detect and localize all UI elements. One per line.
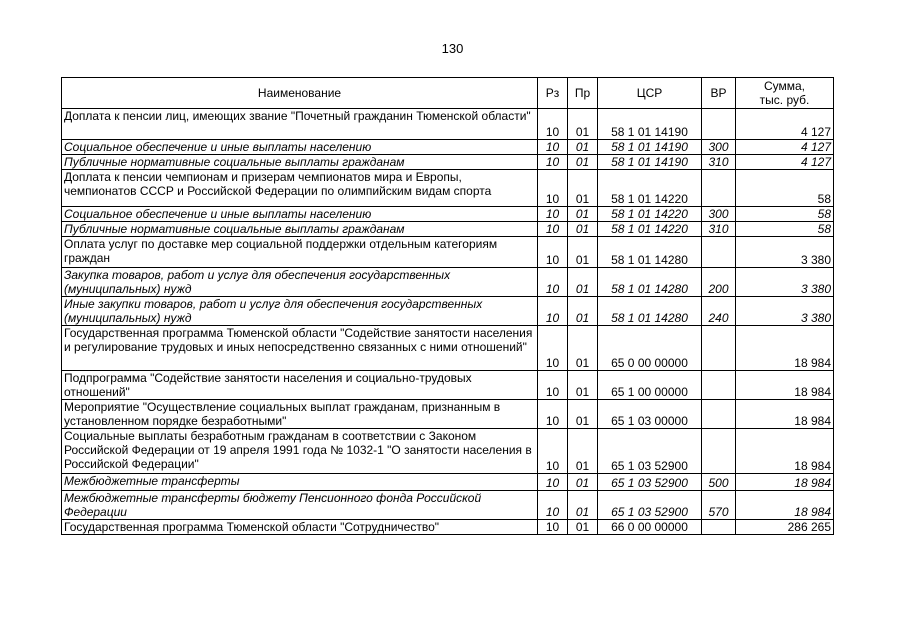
row-csr: 58 1 01 14280 — [598, 268, 702, 297]
row-pr: 01 — [568, 400, 598, 429]
row-sum: 58 — [736, 222, 834, 237]
row-name: Межбюджетные трансферты бюджету Пенсионного фонда Российской Федерации — [62, 491, 538, 520]
row-sum: 4 127 — [736, 109, 834, 140]
row-name: Государственная программа Тюменской области "Сотрудничество" — [62, 520, 538, 535]
row-sum: 18 984 — [736, 429, 834, 474]
row-pr: 01 — [568, 140, 598, 155]
row-pr: 01 — [568, 268, 598, 297]
row-name: Социальные выплаты безработным гражданам в соответствии с Законом Российской Федерации от 19 апреля 1991 года № 1032-1 "О занятости населения в Российской Федерации" — [62, 429, 538, 474]
row-csr: 58 1 01 14220 — [598, 207, 702, 222]
budget-table — [61, 77, 834, 535]
row-sum: 18 984 — [736, 474, 834, 491]
row-csr: 58 1 01 14190 — [598, 109, 702, 140]
row-csr: 58 1 01 14220 — [598, 222, 702, 237]
row-vr — [702, 371, 736, 400]
row-sum: 3 380 — [736, 268, 834, 297]
row-csr: 65 1 00 00000 — [598, 371, 702, 400]
row-vr — [702, 429, 736, 474]
row-sum: 286 265 — [736, 520, 834, 535]
row-name: Межбюджетные трансферты — [62, 474, 538, 491]
row-sum: 18 984 — [736, 326, 834, 371]
row-vr: 300 — [702, 140, 736, 155]
row-rz: 10 — [538, 222, 568, 237]
row-pr: 01 — [568, 520, 598, 535]
row-csr: 65 1 03 00000 — [598, 400, 702, 429]
row-csr: 58 1 01 14190 — [598, 155, 702, 170]
table-row — [62, 491, 834, 520]
row-pr: 01 — [568, 429, 598, 474]
row-rz: 10 — [538, 140, 568, 155]
header-name: Наименование — [62, 78, 538, 109]
row-name: Оплата услуг по доставке мер социальной поддержки отдельным категориям граждан — [62, 237, 538, 268]
page-number: 130 — [441, 41, 464, 56]
row-pr: 01 — [568, 491, 598, 520]
row-pr: 01 — [568, 207, 598, 222]
table-row — [62, 155, 834, 170]
row-csr: 65 0 00 00000 — [598, 326, 702, 371]
row-rz: 10 — [538, 400, 568, 429]
row-sum: 4 127 — [736, 140, 834, 155]
row-sum: 18 984 — [736, 400, 834, 429]
row-pr: 01 — [568, 237, 598, 268]
row-vr: 570 — [702, 491, 736, 520]
header-rz: Рз — [538, 78, 568, 109]
row-name: Мероприятие "Осуществление социальных выплат гражданам, признанным в установленном порядке безработными" — [62, 400, 538, 429]
table-row — [62, 520, 834, 535]
row-vr: 300 — [702, 207, 736, 222]
row-name: Закупка товаров, работ и услуг для обеспечения государственных (муниципальных) нужд — [62, 268, 538, 297]
row-pr: 01 — [568, 222, 598, 237]
row-sum: 4 127 — [736, 155, 834, 170]
table-row — [62, 429, 834, 474]
row-name: Подпрограмма "Содействие занятости населения и социально-трудовых отношений" — [62, 371, 538, 400]
row-sum: 18 984 — [736, 491, 834, 520]
row-vr — [702, 326, 736, 371]
row-csr: 58 1 01 14220 — [598, 170, 702, 207]
row-rz: 10 — [538, 371, 568, 400]
row-rz: 10 — [538, 491, 568, 520]
row-rz: 10 — [538, 474, 568, 491]
row-vr: 240 — [702, 297, 736, 326]
row-vr — [702, 170, 736, 207]
row-vr: 200 — [702, 268, 736, 297]
row-rz: 10 — [538, 109, 568, 140]
row-csr: 65 1 03 52900 — [598, 429, 702, 474]
row-sum: 58 — [736, 207, 834, 222]
row-name: Иные закупки товаров, работ и услуг для обеспечения государственных (муниципальных) нужд — [62, 297, 538, 326]
table-row — [62, 326, 834, 371]
row-name: Публичные нормативные социальные выплаты гражданам — [62, 155, 538, 170]
row-csr: 65 1 03 52900 — [598, 474, 702, 491]
row-vr: 310 — [702, 155, 736, 170]
row-pr: 01 — [568, 170, 598, 207]
header-sum-line2: тыс. руб. — [759, 93, 810, 107]
table-row — [62, 237, 834, 268]
row-pr: 01 — [568, 371, 598, 400]
table-row — [62, 400, 834, 429]
row-name: Социальное обеспечение и иные выплаты населению — [62, 140, 538, 155]
row-rz: 10 — [538, 237, 568, 268]
row-rz: 10 — [538, 268, 568, 297]
row-vr — [702, 400, 736, 429]
row-name: Социальное обеспечение и иные выплаты населению — [62, 207, 538, 222]
table-row — [62, 268, 834, 297]
table-row — [62, 297, 834, 326]
table-row — [62, 170, 834, 207]
row-csr: 58 1 01 14190 — [598, 140, 702, 155]
row-rz: 10 — [538, 155, 568, 170]
row-name: Государственная программа Тюменской области "Содействие занятости населения и регулирование трудовых и иных непосредственно связанных с ними отношений" — [62, 326, 538, 371]
row-csr: 58 1 01 14280 — [598, 297, 702, 326]
row-sum: 3 380 — [736, 237, 834, 268]
row-name: Доплата к пенсии чемпионам и призерам чемпионатов мира и Европы, чемпионатов СССР и Российской Федерации по олимпийским видам спорта — [62, 170, 538, 207]
row-name: Доплата к пенсии лиц, имеющих звание "Почетный гражданин Тюменской области" — [62, 109, 538, 140]
row-rz: 10 — [538, 429, 568, 474]
row-pr: 01 — [568, 297, 598, 326]
table-row — [62, 371, 834, 400]
header-sum-line1: Сумма, — [763, 79, 806, 93]
table-row — [62, 474, 834, 491]
row-vr: 310 — [702, 222, 736, 237]
row-csr: 65 1 03 52900 — [598, 491, 702, 520]
header-sum — [736, 78, 834, 109]
table-header-row — [62, 78, 834, 109]
row-pr: 01 — [568, 155, 598, 170]
table-row — [62, 222, 834, 237]
table-row — [62, 109, 834, 140]
row-sum: 18 984 — [736, 371, 834, 400]
header-csr: ЦСР — [598, 78, 702, 109]
row-rz: 10 — [538, 297, 568, 326]
row-pr: 01 — [568, 109, 598, 140]
header-pr: Пр — [568, 78, 598, 109]
row-vr — [702, 109, 736, 140]
row-rz: 10 — [538, 207, 568, 222]
row-vr — [702, 520, 736, 535]
row-pr: 01 — [568, 474, 598, 491]
row-rz: 10 — [538, 326, 568, 371]
table-row — [62, 207, 834, 222]
row-rz: 10 — [538, 520, 568, 535]
row-csr: 58 1 01 14280 — [598, 237, 702, 268]
row-sum: 58 — [736, 170, 834, 207]
row-name: Публичные нормативные социальные выплаты гражданам — [62, 222, 538, 237]
row-vr: 500 — [702, 474, 736, 491]
row-vr — [702, 237, 736, 268]
row-csr: 66 0 00 00000 — [598, 520, 702, 535]
row-pr: 01 — [568, 326, 598, 371]
row-rz: 10 — [538, 170, 568, 207]
header-vr: ВР — [702, 78, 736, 109]
row-sum: 3 380 — [736, 297, 834, 326]
table-row — [62, 140, 834, 155]
